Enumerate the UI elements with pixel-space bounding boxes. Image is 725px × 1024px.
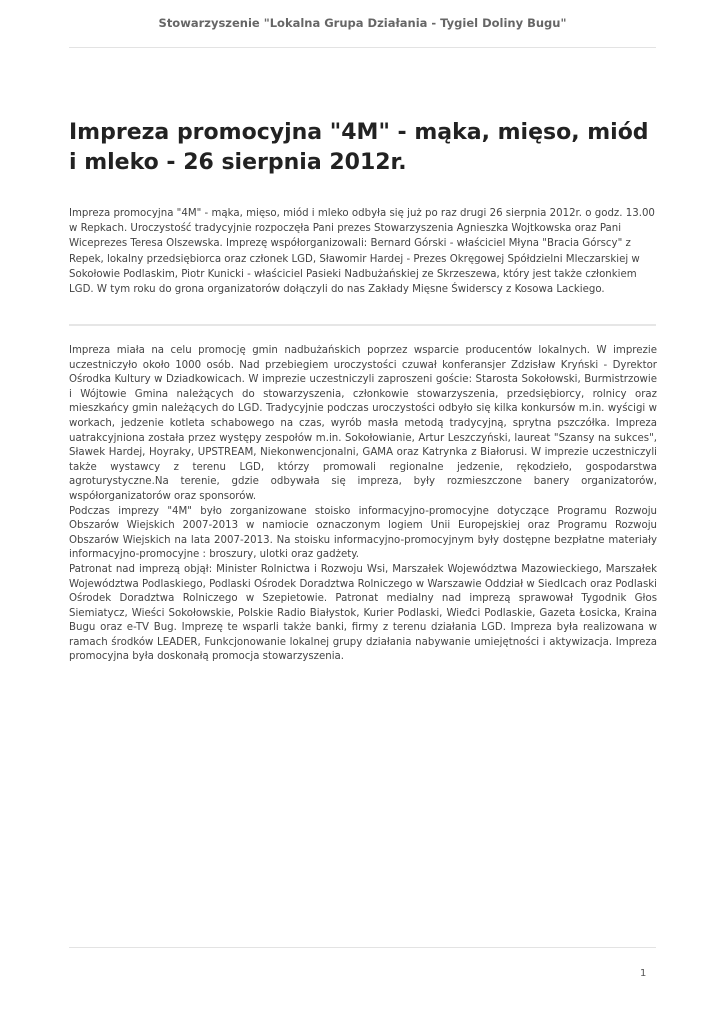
body-paragraph: Podczas imprezy "4M" było zorganizowane stoisko informacyjno-promocyjne dotyczące Programu Rozwoju Obszarów Wiejskich 2007-2013 w namiocie oznaczonym logiem Unii Europejskiej oraz Programu Rozwoju Obszarów Wiejskich na lata 2007-2013. Na stoisku informacyjno-promocyjnym były dostępne bezpłatne materiały informacyjno-promocyjne : broszury, ulotki oraz gadżety. [69, 505, 657, 561]
header-divider [69, 47, 656, 48]
article-intro: Impreza promocyjna "4M" - mąka, mięso, miód i mleko odbyła się już po raz drugi 26 sierpnia 2012r. o godz. 13.00 w Repkach. Uroczystość tradycyjnie rozpoczęła Pani prezes Stowarzyszenia Agnieszka Wojtkowska oraz Pani Wiceprezes Teresa Olszewska. Imprezę współorganizowali: Bernard Górski - właściciel Młyna "Bracia Górscy" z Repek, lokalny przedsiębiorca oraz członek LGD, Sławomir Hardej - Prezes Okręgowej Spółdzielni Mleczarskiej w Sokołowie Podlaskim, Piotr Kunicki - właściciel Pasieki Nadbużańskiej ze Skrzeszewa, który jest także członkiem LGD. W tym roku do grona organizatorów dołączyli do nas Zakłady Mięsne Świderscy z Kosowa Lackiego. [69, 208, 655, 296]
page-number: 1 [640, 968, 647, 979]
article-title: Impreza promocyjna "4M" - mąka, mięso, miód i mleko - 26 sierpnia 2012r. [69, 120, 649, 175]
footer-divider [69, 947, 656, 948]
body-paragraph: Patronat nad imprezą objął: Minister Rolnictwa i Rozwoju Wsi, Marszałek Województwa Mazowieckiego, Marszałek Województwa Podlaskiego, Podlaski Ośrodek Doradztwa Rolniczego w Warszawie Oddział w Siedlcach oraz Podlaski Ośrodek Doradztwa Rolniczego w Szepietowie. Patronat medialny nad imprezą sprawował Tygodnik Głos Siemiatycz, Wieści Sokołowskie, Polskie Radio Białystok, Kurier Podlaski, Wieđci Podlaskie, Gazeta Łosicka, Kraina Bugu oraz e-TV Bug. Imprezę te wsparli także banki, firmy z terenu działania LGD. Impreza była realizowana w ramach środków LEADER, Funkcjonowanie lokalnej grupy działania nabywanie umiejętności i aktywizacja. Impreza promocyjna była doskonałą promocja stowarzyszenia. [69, 563, 657, 663]
section-divider [69, 324, 656, 326]
body-paragraph: Impreza miała na celu promocję gmin nadbużańskich poprzez wsparcie producentów lokalnych. W imprezie uczestniczyło około 1000 osób. Nad przebiegiem uroczystości czuwał konferansjer Zdzisław Kryński - Dyrektor Ośrodka Kultury w Dziadkowicach. W imprezie uczestniczyli zaproszeni goście: Starosta Sokołowski, Burmistrzowie i Wójtowie Gmina należących do stowarzyszenia, członkowie stowarzyszenia, przedsiębiorcy, rolnicy oraz mieszkańcy gmin należących do LGD. Tradycyjnie podczas uroczystości odbyło się kilka konkursów m.in. wyścigi w workach, jedzenie kotleta schabowego na czas, wyrób masła metodą tradycyjną, sprytna pszczółka. Impreza uatrakcyjniona została przez występy zespołów m.in. Sokołowianie, Artur Leszczyński, laureat "Szansy na sukces", Sławek Hardej, Hoyraky, UPSTREAM, Niekonwencjonalni, GAMA oraz Katrynka z Białorusi. W imprezie uczestniczyli także wystawcy z terenu LGD, którzy promowali regionalne jedzenie, rękodzieło, gospodarstwa agroturystyczne.Na terenie, gdzie odbywała się impreza, były rozmieszczone banery organizatorów, współorganizatorów oraz sponsorów. [69, 345, 657, 502]
document-header: Stowarzyszenie "Lokalna Grupa Działania - Tygiel Doliny Bugu" [158, 16, 567, 30]
article-body [69, 344, 657, 665]
